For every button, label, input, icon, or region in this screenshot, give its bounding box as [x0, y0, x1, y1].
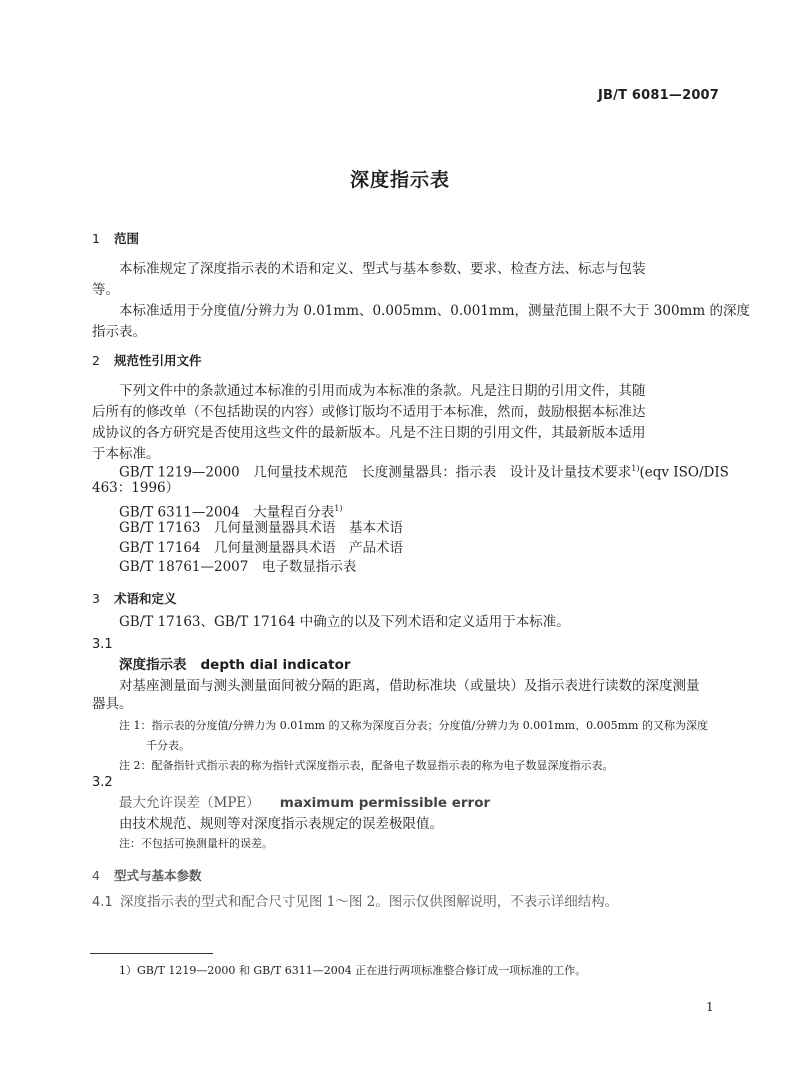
reference-entry [119, 458, 729, 484]
footnote-marker: 1) [631, 464, 640, 473]
term-line [119, 655, 351, 676]
definition-line: 由技术规范、规则等对深度指示表规定的误差极限值。 [119, 816, 443, 832]
term-english: maximum permissible error [279, 795, 491, 811]
term-chinese: 深度指示表 [119, 657, 187, 673]
reference-text: GB/T 6311—2004 大量程百分表 [119, 504, 335, 521]
paragraph-line: 本标准规定了深度指示表的术语和定义、型式与基本参数、要求、检查方法、标志与包装 [119, 261, 646, 277]
page-number: 1 [706, 1000, 714, 1014]
section-title: 术语和定义 [114, 591, 177, 606]
clause-number: 3.1 [92, 637, 113, 652]
footnote-marker: 1) [334, 504, 343, 513]
definition-line: 对基座测量面与测头测量面间被分隔的距离，借助标准块（或量块）及指示表进行读数的深度测量 [119, 678, 700, 694]
note-line: 注：不包括可换测量杆的误差。 [119, 837, 273, 850]
paragraph-line: 后所有的修改单（不包括勘误的内容）或修订版均不适用于本标准，然而，鼓励根据本标准达 [92, 404, 646, 420]
section-number: 3 [92, 591, 100, 606]
note-line: 注 2：配备指针式指示表的称为指针式深度指示表，配备电子数显指示表的称为电子数显深度指示表。 [119, 759, 614, 772]
paragraph-line: 指示表。 [92, 324, 146, 340]
footnote: 1）GB/T 1219—2000 和 GB/T 6311—2004 正在进行两项标准整合修订成一项标准的工作。 [119, 964, 587, 977]
clause-number: 3.2 [92, 775, 113, 790]
paragraph-line: GB/T 17163、GB/T 17164 中确立的以及下列术语和定义适用于本标准。 [119, 614, 570, 630]
term-chinese: 最大允许误差（MPE） [119, 795, 260, 811]
note-line: 注 1：指示表的分度值/分辨力为 0.01mm 的又称为深度百分表；分度值/分辨力为 0.001mm、0.005mm 的又称为深度 [119, 719, 708, 732]
section-number: 1 [92, 231, 100, 246]
definition-line: 器具。 [92, 696, 133, 712]
section-2-heading [92, 351, 202, 369]
paragraph-line: 成协议的各方研究是否使用这些文件的最新版本。凡是不注日期的引用文件，其最新版本适用 [92, 425, 646, 441]
section-number: 2 [92, 353, 100, 368]
reference-entry-continued: 463：1996） [92, 480, 180, 496]
section-1-heading [92, 229, 139, 247]
footnote-divider [90, 953, 213, 954]
standard-code: JB/T 6081—2007 [598, 88, 720, 103]
paragraph-line: 下列文件中的条款通过本标准的引用而成为本标准的条款。凡是注日期的引用文件，其随 [119, 383, 646, 399]
term-english: depth dial indicator [200, 657, 351, 673]
section-title: 型式与基本参数 [114, 868, 202, 883]
paragraph-line: 于本标准。 [92, 446, 160, 462]
section-title: 范围 [114, 231, 140, 246]
section-3-heading [92, 589, 177, 607]
paragraph-line: 本标准适用于分度值/分辨力为 0.01mm、0.005mm、0.001mm，测量范围上限不大于 300mm 的深度 [119, 303, 750, 319]
reference-entry: GB/T 17163 几何量测量器具术语 基本术语 [119, 520, 403, 536]
section-number: 4 [92, 868, 100, 883]
clause-text: 深度指示表的型式和配合尺寸见图 1～图 2。图示仅供图解说明，不表示详细结构。 [120, 894, 619, 910]
document-title: 深度指示表 [349, 169, 450, 191]
note-line: 千分表。 [146, 739, 190, 752]
term-line [119, 793, 490, 814]
section-title: 规范性引用文件 [114, 353, 202, 368]
paragraph-line: 等。 [92, 282, 119, 298]
reference-entry: GB/T 18761—2007 电子数显指示表 [119, 559, 357, 575]
reference-text: (eqv ISO/DIS [639, 464, 729, 481]
reference-text: GB/T 1219—2000 几何量技术规范 长度测量器具：指示表 设计及计量技术要求 [119, 464, 632, 481]
reference-entry: GB/T 17164 几何量测量器具术语 产品术语 [119, 540, 403, 556]
clause-line [92, 892, 618, 913]
clause-number: 4.1 [92, 895, 113, 910]
section-4-heading [92, 866, 202, 884]
